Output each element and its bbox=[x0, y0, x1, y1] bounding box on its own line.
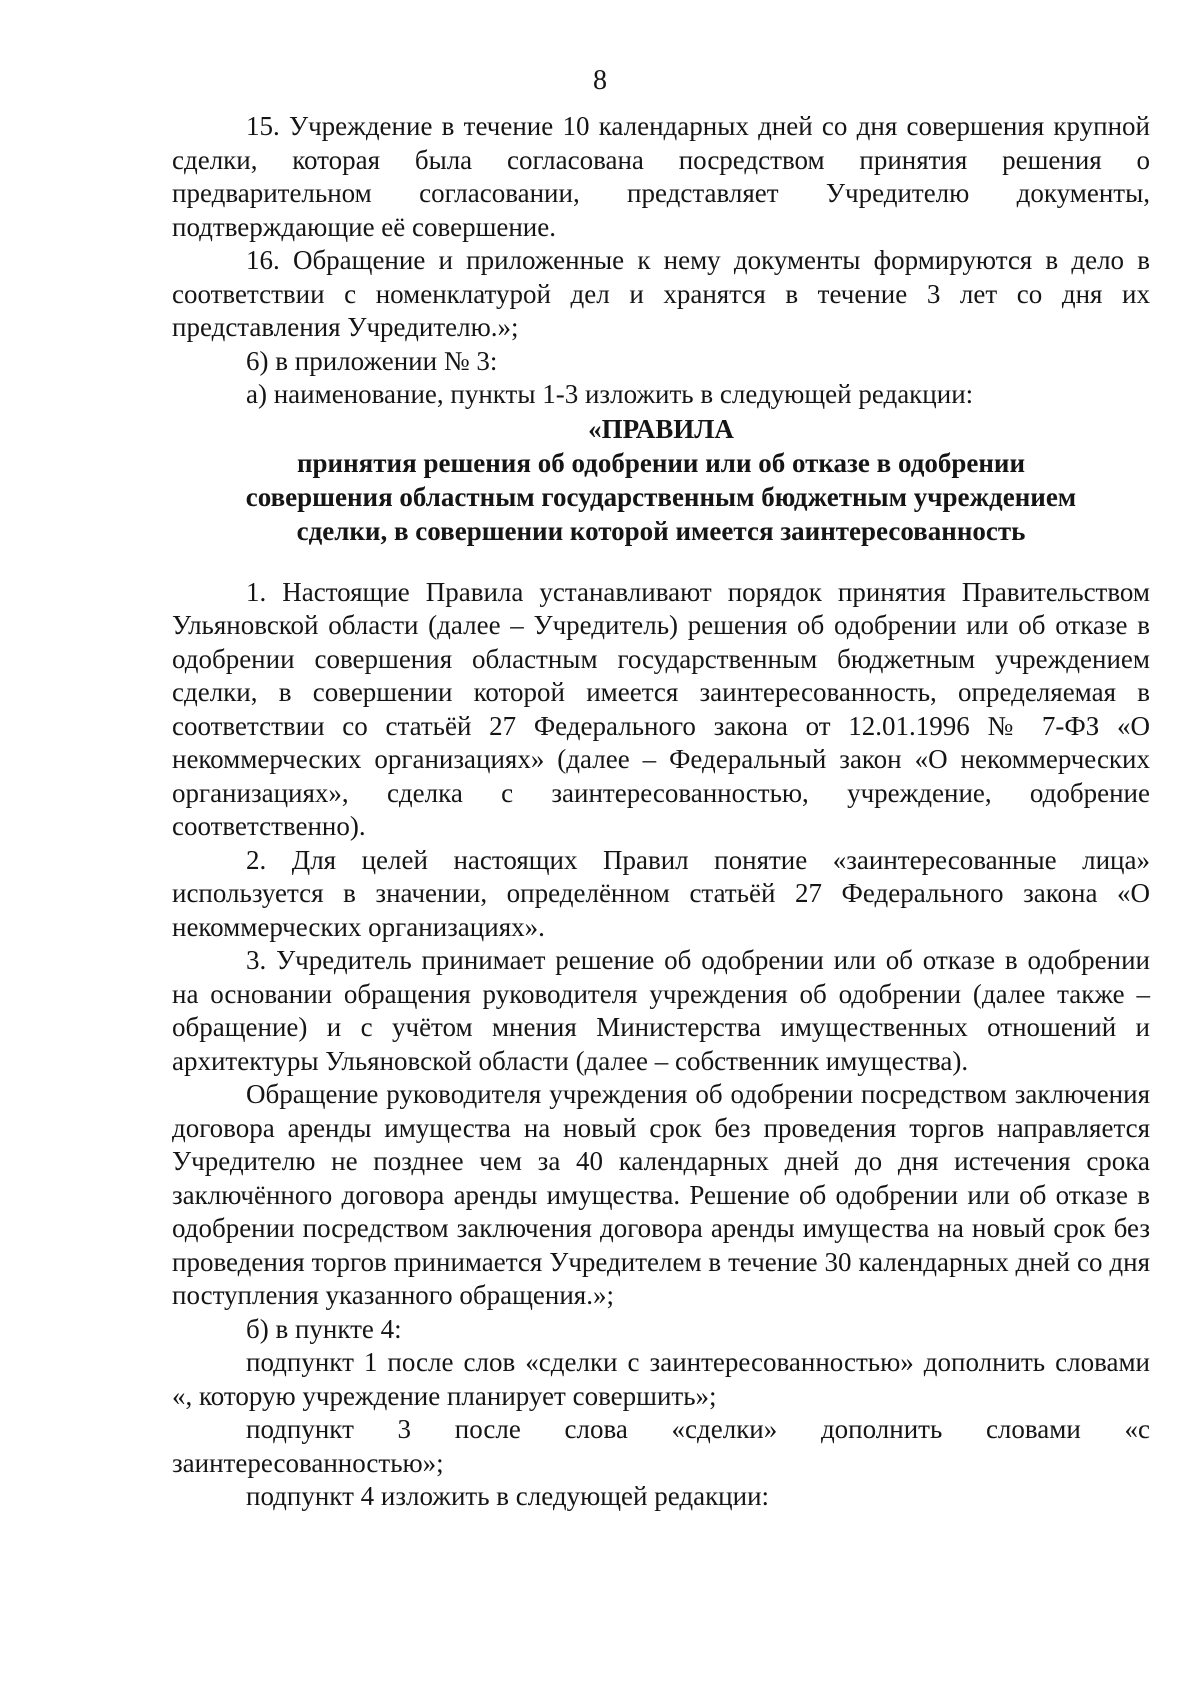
rule-paragraph-3-continued: Обращение руководителя учреждения об одобрении посредством заключения договора аренды имущества на новый срок без проведения торгов направляется Учредителю не позднее чем за 40 календарных дней до дня истечения срока заключённого договора аренды имущества. Решение об одобрении или об отказе в одобрении посредством заключения договора аренды имущества на новый срок без проведения торгов принимается Учредителем в течение 30 календарных дней со дня поступления указанного обращения.»; bbox=[172, 1079, 1150, 1310]
page-number: 8 bbox=[593, 65, 607, 96]
paragraph-15: 15. Учреждение в течение 10 календарных дней со дня совершения крупной сделки, которая была согласована посредством принятия решения о предварительном согласовании, представляет Учредителю документы, подтверждающие её совершение. bbox=[172, 111, 1150, 242]
subparagraph-4-amendment: подпункт 4 изложить в следующей редакции: bbox=[246, 1481, 770, 1511]
rules-title: «ПРАВИЛА bbox=[588, 413, 734, 444]
document-body bbox=[172, 110, 1150, 1514]
rule-paragraph-2: 2. Для целей настоящих Правил понятие «заинтересованные лица» используется в значении, определённом статьёй 27 Федерального закона «О некоммерческих организациях». bbox=[172, 844, 1150, 942]
paragraph-item-6: 6) в приложении № 3: bbox=[246, 345, 498, 376]
rule-paragraph-1: 1. Настоящие Правила устанавливают порядок принятия Правительством Ульяновской области (далее – Учредитель) решения об одобрении или об отказе в одобрении совершения областным государственным бюджетным учреждением сделки, в совершении которой имеется заинтересованность, определяемая в соответствии со статьёй 27 Федерального закона от 12.01.1996 № 7-ФЗ «О некоммерческих организациях» (далее – Федеральный закон «О некоммерческих организациях», сделка с заинтересованностью, учреждение, одобрение соответственно). bbox=[172, 576, 1150, 841]
title-spacing bbox=[172, 548, 1150, 576]
rule-paragraph-3: 3. Учредитель принимает решение об одобрении или об отказе в одобрении на основании обращения руководителя учреждения об одобрении (далее также – обращение) и с учётом мнения Министерства имущественных отношений и архитектуры Ульяновской области (далее – собственник имущества). bbox=[172, 945, 1150, 1076]
rules-subtitle-line-2: совершения областным государственным бюджетным учреждением bbox=[245, 481, 1077, 512]
paragraph-item-a: а) наименование, пункты 1-3 изложить в следующей редакции: bbox=[246, 379, 974, 409]
paragraph-16: 16. Обращение и приложенные к нему документы формируются в дело в соответствии с номенклатурой дел и хранятся в течение 3 лет со дня их представления Учредителю.»; bbox=[172, 245, 1150, 342]
subparagraph-3-amendment: подпункт 3 после слова «сделки» дополнить словами «с заинтересованностью»; bbox=[172, 1414, 1150, 1478]
rules-subtitle-line-1: принятия решения об одобрении или об отказе в одобрении bbox=[296, 447, 1026, 478]
paragraph-item-b: б) в пункте 4: bbox=[246, 1313, 402, 1344]
rules-subtitle-line-3: сделки, в совершении которой имеется заинтересованность bbox=[296, 515, 1026, 546]
subparagraph-1-amendment: подпункт 1 после слов «сделки с заинтересованностью» дополнить словами «, которую учреждение планирует совершить»; bbox=[172, 1347, 1150, 1411]
